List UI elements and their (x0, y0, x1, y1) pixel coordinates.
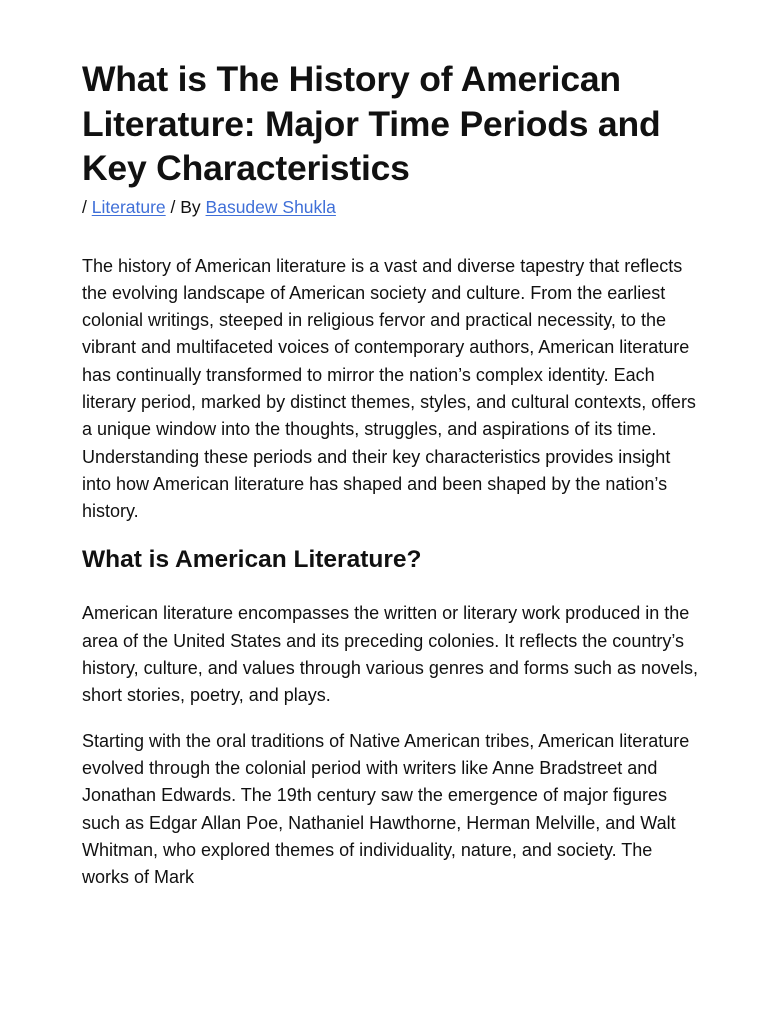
article-title: What is The History of American Literature: Major Time Periods and Key Characteristics (82, 59, 661, 188)
category-link[interactable]: Literature (91, 196, 166, 217)
meta-prefix: / (82, 196, 92, 217)
intro-paragraph: The history of American literature is a vast and diverse tapestry that reflects the evolving landscape of American society and culture. From the earliest colonial writings, steeped in religious fervor and practical necessity, to the vibrant and multifaceted voices of contemporary authors, American literature has continually transformed to mirror the nation’s complex identity. Each literary period, marked by distinct themes, styles, and cultural contexts, offers a unique window into the thoughts, struggles, and aspirations of its time. Understanding these periods and their key characteristics provides insight into how American literature has shaped and been shaped by the nation’s history. (82, 255, 696, 522)
body-paragraph-1: American literature encompasses the written or literary work produced in the area of the United States and its preceding colonies. It reflects the country’s history, culture, and values through various genres and forms such as novels, short stories, poetry, and plays. (82, 603, 698, 706)
meta-by: / By (165, 196, 206, 217)
article-meta (82, 195, 698, 219)
author-link[interactable]: Basudew Shukla (205, 196, 336, 217)
section-heading: What is American Literature? (82, 546, 422, 574)
body-paragraph-2: Starting with the oral traditions of Native American tribes, American literature evolved through the colonial period with writers like Anne Bradstreet and Jonathan Edwards. The 19th century saw the emergence of major figures such as Edgar Allan Poe, Nathaniel Hawthorne, Herman Melville, and Walt Whitman, who explored themes of individuality, nature, and society. The works of Mark (82, 730, 690, 888)
